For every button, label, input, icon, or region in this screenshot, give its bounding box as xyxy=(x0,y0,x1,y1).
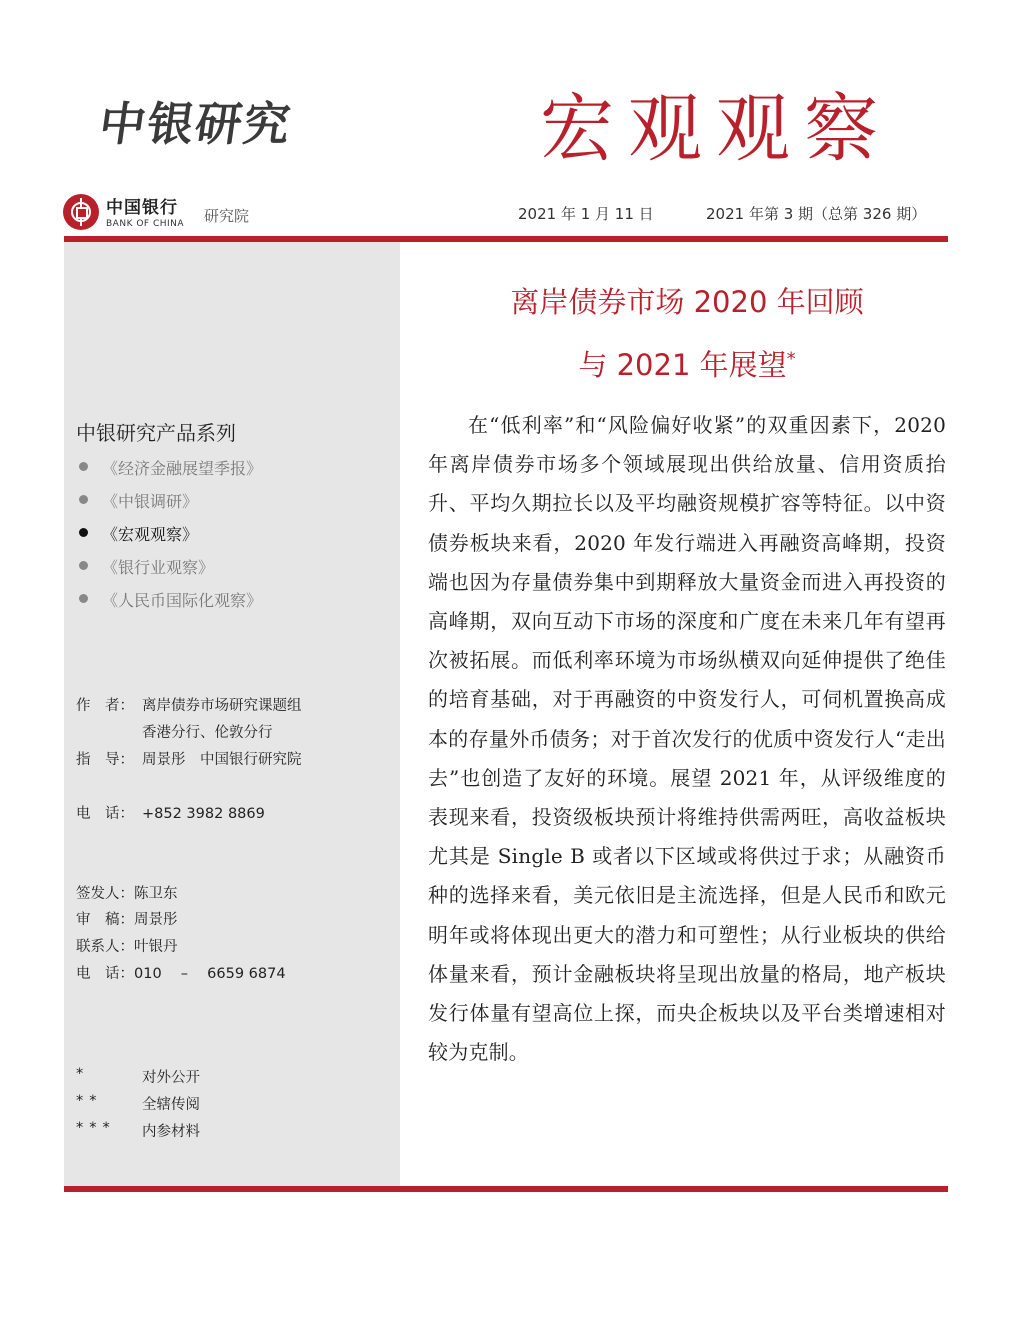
author-name: 离岸债券市场研究课题组 xyxy=(142,698,302,714)
advisor-name: 周景彤 中国银行研究院 xyxy=(142,752,302,768)
contact-row: 联系人：叶银丹 xyxy=(76,939,178,955)
article-title-line1: 离岸债券市场 2020 年回顾 xyxy=(510,285,864,319)
series-item: 《人民币国际化观察》 xyxy=(76,588,262,621)
classification-row: *** 内参材料 xyxy=(76,1120,200,1140)
bullet-icon xyxy=(79,561,88,570)
series-item: 《中银调研》 xyxy=(76,489,262,522)
issuer-name: 陈卫东 xyxy=(134,886,178,902)
bottom-divider xyxy=(64,1186,948,1192)
institute-label: 研究院 xyxy=(204,207,250,225)
bank-of-china-logo-icon xyxy=(63,194,99,230)
series-list xyxy=(76,456,262,621)
author-row-2 xyxy=(76,721,273,742)
contact-name: 叶银丹 xyxy=(134,939,178,955)
classification-row: * 对外公开 xyxy=(76,1066,200,1086)
masthead-title: 宏观观察 xyxy=(540,86,892,172)
bullet-icon xyxy=(79,528,88,537)
brand-logo: 中银研究 xyxy=(95,97,296,151)
issue-number: 2021 年第 3 期（总第 326 期） xyxy=(706,205,927,223)
phone-number: +852 3982 8869 xyxy=(142,806,265,822)
series-item-active: 《宏观观察》 xyxy=(76,522,262,555)
bank-name-en: BANK OF CHINA xyxy=(106,219,185,229)
issue-date: 2021 年 1 月 11 日 xyxy=(518,205,654,223)
advisor-row: 指 导： 周景彤 中国银行研究院 xyxy=(76,752,302,768)
series-title: 中银研究产品系列 xyxy=(76,421,236,445)
reviewer-name: 周景彤 xyxy=(134,912,178,928)
bank-name-cn: 中国银行 xyxy=(106,198,178,218)
series-item: 《经济金融展望季报》 xyxy=(76,456,262,489)
bullet-icon xyxy=(79,594,88,603)
series-item: 《银行业观察》 xyxy=(76,555,262,588)
article-title-line2: 与 2021 年展望* xyxy=(578,348,796,382)
author-branches: 香港分行、伦敦分行 xyxy=(142,725,273,741)
reviewer-row: 审 稿：周景彤 xyxy=(76,912,178,928)
author-row: 作 者： 离岸债券市场研究课题组 xyxy=(76,698,302,714)
bullet-icon xyxy=(79,462,88,471)
article-body: 在“低利率”和“风险偏好收紧”的双重因素下，2020 年离岸债券市场多个领域展现出供给放量、信用资质抬升、平均久期拉长以及平均融资规模扩容等特征。以中资债券板块来看，2020 年发行端进入再融资高峰期，投资端也因为存量债券集中到期释放大量资金而进入再投资的高峰期，双向互动下市场的深度和广度在未来几年有望再次被拓展。而低利率环境为市场纵横双向延伸提供了绝佳的培育基础，对于再融资的中资发行人，可伺机置换高成本的存量外币债务；对于首次发行的优质中资发行人“走出去”也创造了友好的环境。展望 2021 年，从评级维度的表现来看，投资级板块预计将维持供需两旺，高收益板块尤其是 Single B 或者以下区域或将供过于求；从融资币种的选择来看，美元依旧是主流选择，但是人民币和欧元明年或将体现出更大的潜力和可塑性；从行业板块的供给体量来看，预计金融板块将呈现出放量的格局，地产板块发行体量有望高位上探，而央企板块以及平台类增速相对较为克制。 xyxy=(428,413,946,1065)
classification-legend xyxy=(76,1066,200,1147)
title-footnote-mark: * xyxy=(786,348,796,370)
phone-row: 电 话： +852 3982 8869 xyxy=(76,806,265,822)
contact-phone-row: 电 话：010 – 6659 6874 xyxy=(76,966,286,982)
bullet-icon xyxy=(79,495,88,504)
classification-row: ** 全辖传阅 xyxy=(76,1093,200,1113)
issuer-row: 签发人：陈卫东 xyxy=(76,886,178,902)
contact-phone: 010 – 6659 6874 xyxy=(134,966,286,982)
